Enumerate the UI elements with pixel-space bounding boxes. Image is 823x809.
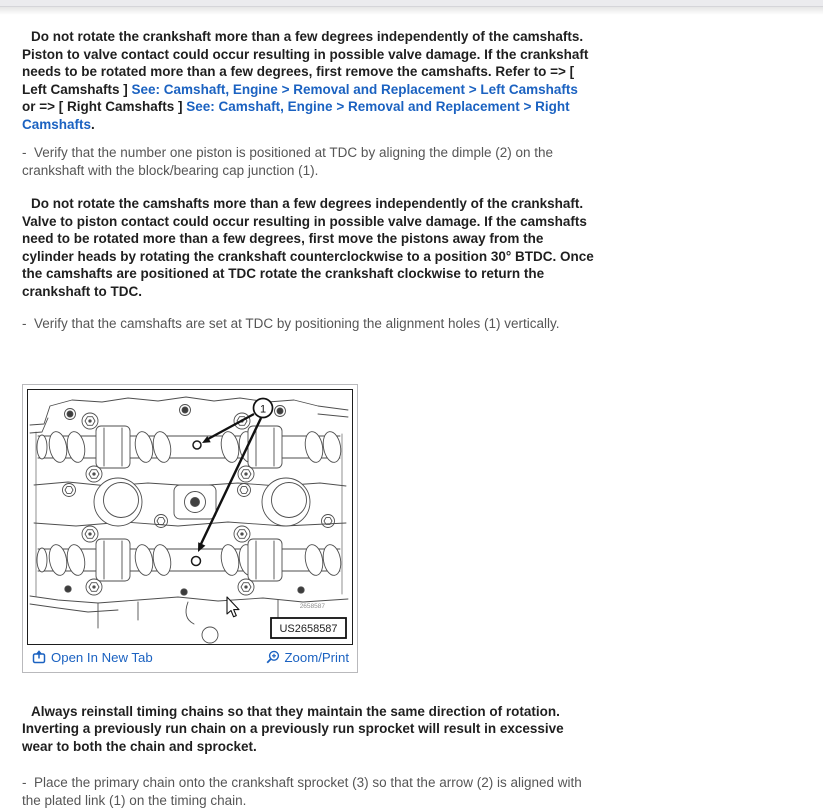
warning-text: Do not rotate the crankshaft more than a few degrees independently of the camshafts. Piston to valve contact could occur resulting in possible valve damage. If the crankshaft needs to be rotated more than a few degrees, first remove the camshafts. Refer to => [ Left Camshafts ] xyxy=(22,29,589,97)
zoom-print-label: Zoom/Print xyxy=(284,649,349,665)
zoom-print-link[interactable] xyxy=(265,650,350,665)
zoom-print-icon xyxy=(265,650,280,665)
figure-toolbar xyxy=(23,645,357,672)
open-in-new-tab-label: Open In New Tab xyxy=(51,649,153,665)
step-verify-camshaft-tdc: - Verify that the camshafts are set at TDC by positioning the alignment holes (1) vertically. xyxy=(22,316,560,331)
top-edge-shadow xyxy=(0,7,823,15)
warning-timing-chains: Always reinstall timing chains so that they maintain the same direction of rotation. Inverting a previously run chain on a previously run sprocket will result in excessive wear to both the chain and sprocket. xyxy=(22,703,564,754)
link-left-camshafts[interactable]: See: Camshaft, Engine > Removal and Replacement > Left Camshafts xyxy=(131,81,578,97)
step-place-primary-chain: - Place the primary chain onto the crankshaft sprocket (3) so that the arrow (2) is aligned with the plated link (1) on the timing chain. xyxy=(22,775,586,808)
image-id-label: US2658587 xyxy=(279,622,338,635)
figure-camshaft-alignment xyxy=(22,384,358,673)
callout-1-label: 1 xyxy=(259,403,267,415)
warning-text-middle: or => [ Right Camshafts ] xyxy=(22,99,187,114)
top-edge-divider xyxy=(0,0,823,7)
camshaft-diagram-svg xyxy=(28,390,352,644)
open-in-new-tab-icon xyxy=(32,650,46,664)
step-verify-piston-tdc: - Verify that the number one piston is positioned at TDC by aligning the dimple (2) on the crankshaft with the block/bearing cap junction (1). xyxy=(22,145,557,178)
document-content xyxy=(0,28,600,809)
figure-watermark: 2658587 xyxy=(299,602,325,610)
open-in-new-tab-link[interactable] xyxy=(32,650,153,665)
warning-crankshaft-rotation xyxy=(22,28,594,133)
warning-text-after: . xyxy=(91,116,95,132)
link-right-camshafts[interactable]: See: Camshaft, Engine > Removal and Replacement > Right Camshafts xyxy=(22,99,570,132)
camshaft-diagram-image[interactable] xyxy=(27,389,353,645)
warning-camshaft-rotation: Do not rotate the camshafts more than a few degrees independently of the crankshaft. Valve to piston contact could occur resulting in possible valve damage. If the camshafts need to be rotated more than a few degrees, first move the pistons away from the cylinder heads by rotating the crankshaft counterclockwise to a position 30° BTDC. Once the camshafts are positioned at TDC rotate the crankshaft clockwise to return the crankshaft to TDC. xyxy=(22,196,594,299)
